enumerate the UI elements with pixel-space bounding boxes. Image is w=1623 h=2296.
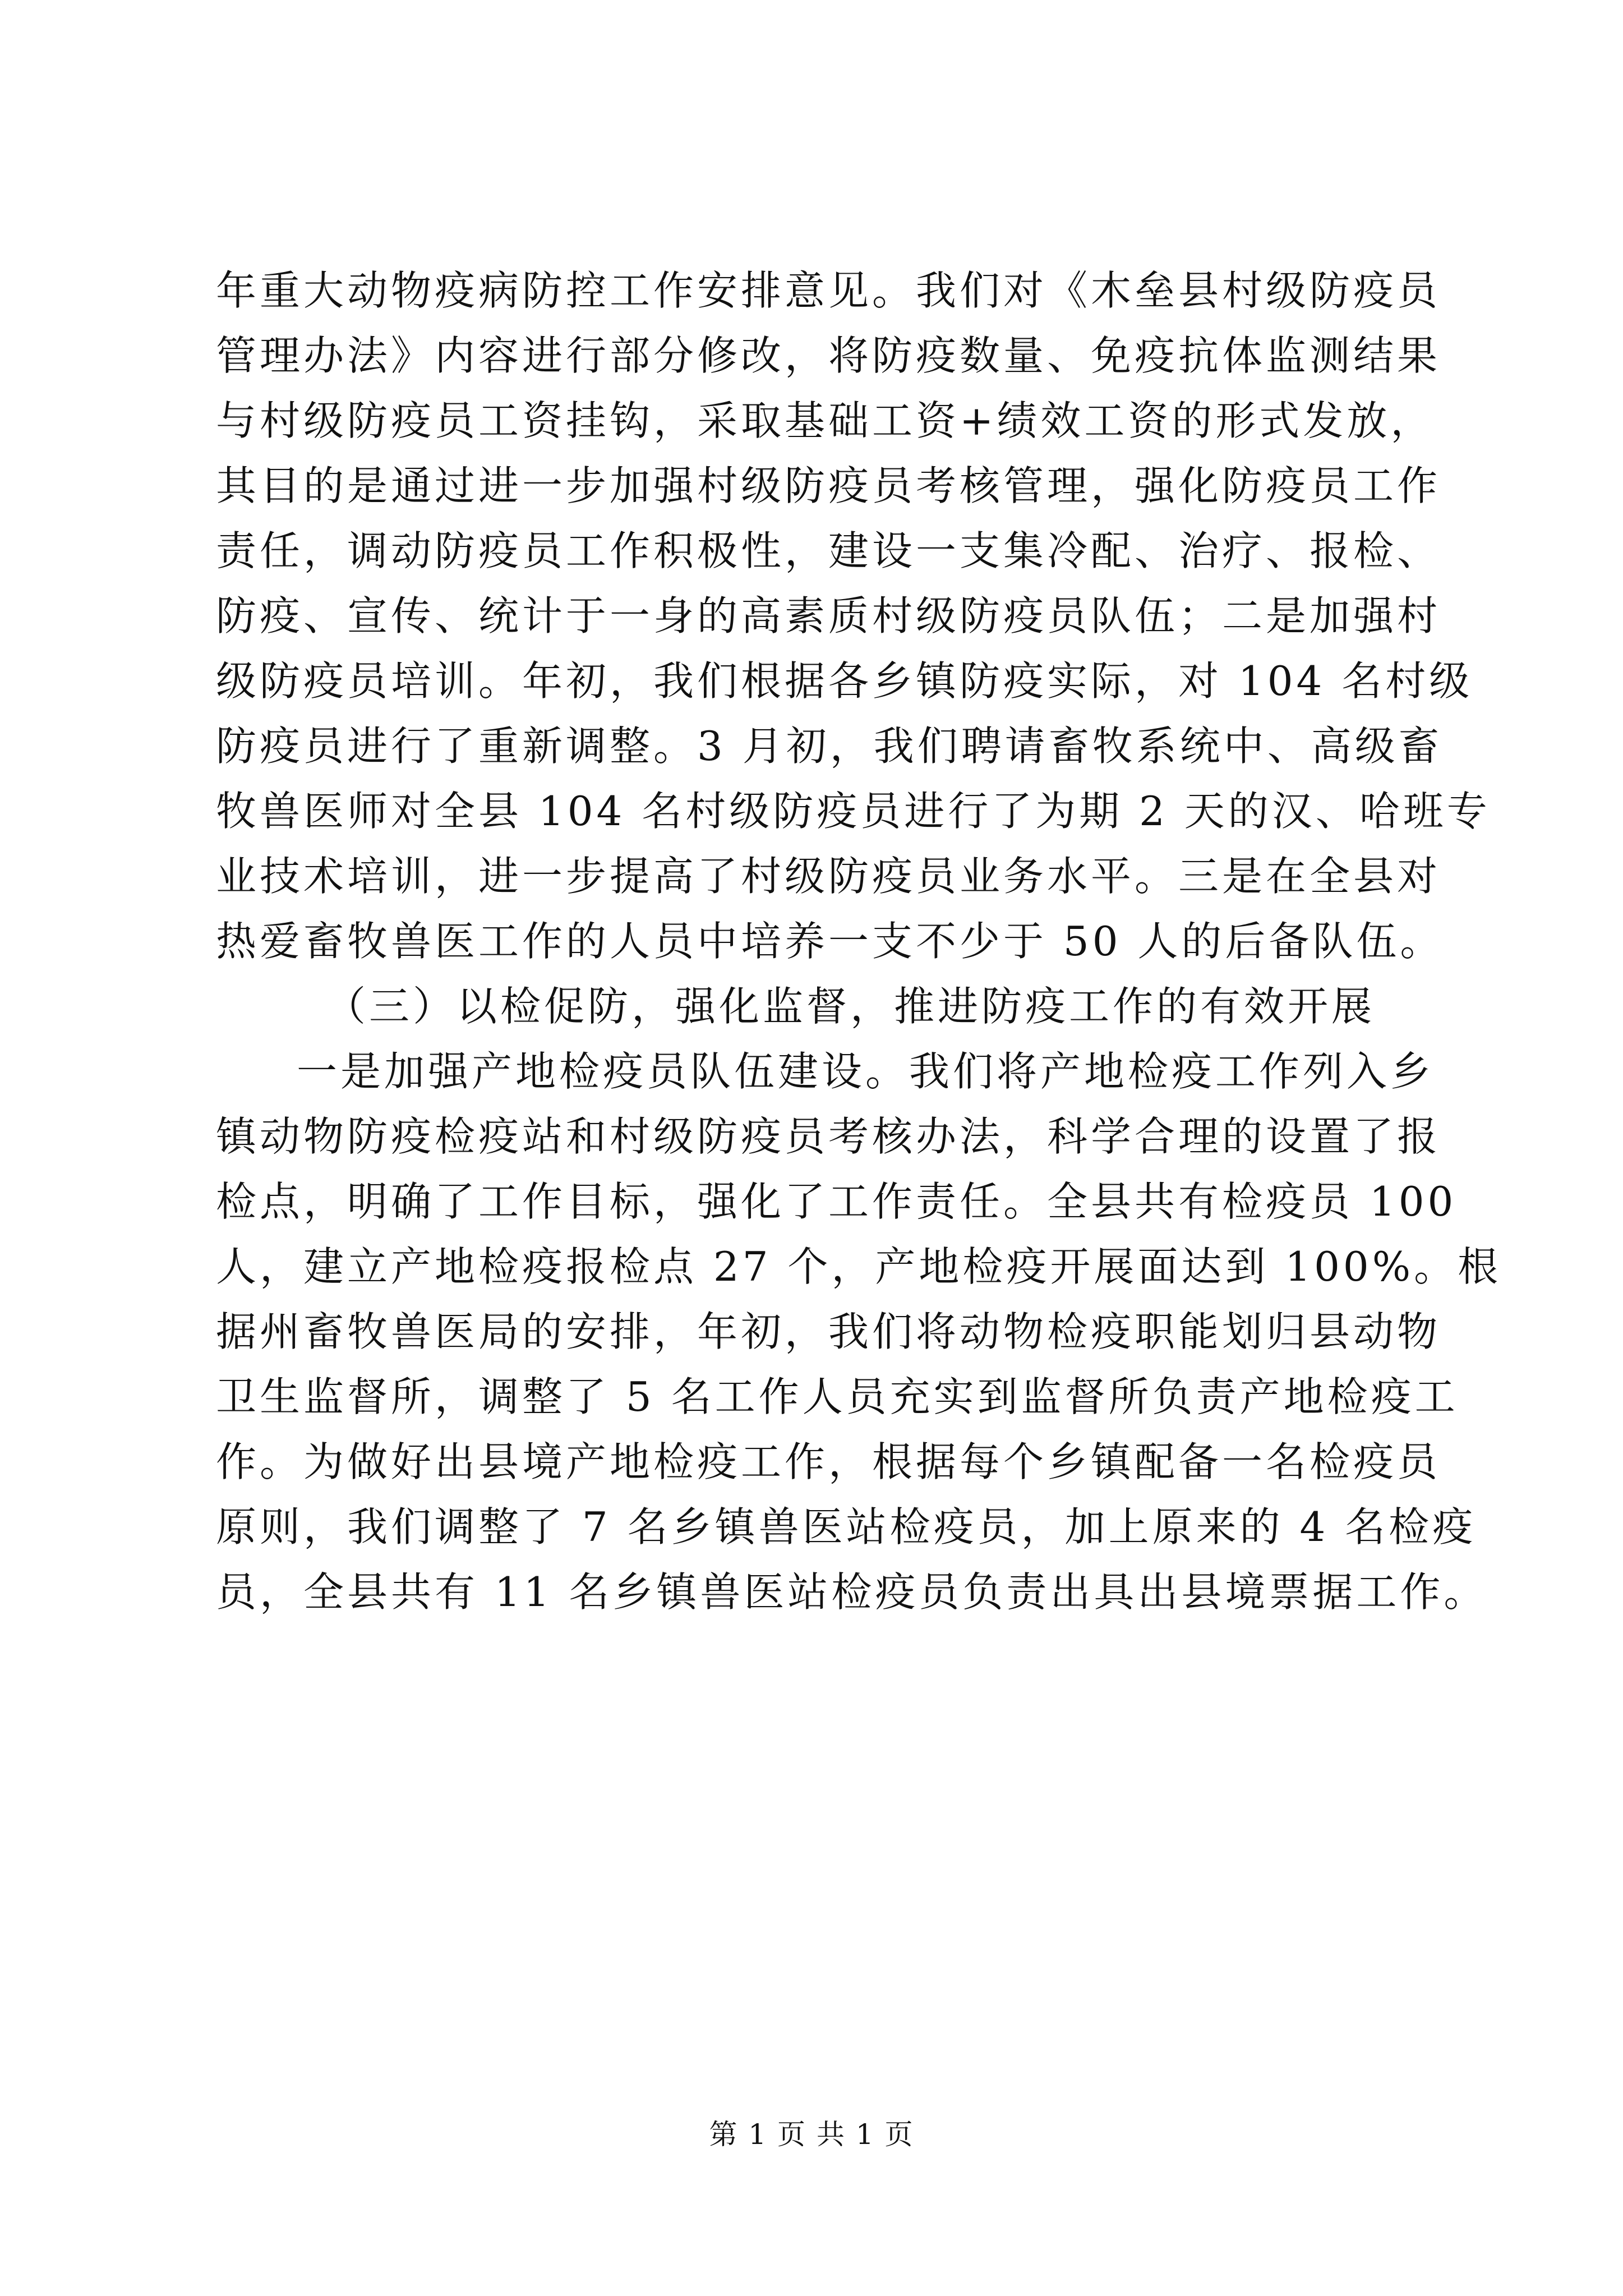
paragraph-line: 原则，我们调整了 7 名乡镇兽医站检疫员，加上原来的 4 名检疫 [216,1503,1477,1550]
paragraph-line: 镇动物防疫检疫站和村级防疫员考核办法，科学合理的设置了报 [216,1113,1441,1160]
paragraph-line: 级防疫员培训。年初，我们根据各乡镇防疫实际，对 104 名村级 [216,657,1473,705]
paragraph-line: 与村级防疫员工资挂钩，采取基础工资+绩效工资的形式发放， [216,397,1435,444]
page-number-footer: 第 1 页 共 1 页 [709,2118,914,2151]
paragraph-line: 防疫、宣传、统计于一身的高素质村级防疫员队伍；二是加强村 [216,592,1441,639]
paragraph-line: 作。为做好出县境产地检疫工作，根据每个乡镇配备一名检疫员 [216,1438,1441,1485]
paragraph-line: 员，全县共有 11 名乡镇兽医站检疫员负责出具出县境票据工作。 [216,1568,1488,1616]
paragraph-line: 检点，明确了工作目标，强化了工作责任。全县共有检疫员 100 [216,1178,1457,1225]
paragraph-line: 人，建立产地检疫报检点 27 个，产地检疫开展面达到 100%。根 [216,1243,1502,1290]
paragraph-line: 管理办法》内容进行部分修改，将防疫数量、免疫抗体监测结果 [216,332,1441,379]
body-text [216,263,1502,1629]
paragraph-line: 卫生监督所，调整了 5 名工作人员充实到监督所负责产地检疫工 [216,1373,1459,1420]
paragraph-line: 责任，调动防疫员工作积极性，建设一支集冷配、治疗、报检、 [216,527,1441,574]
paragraph-line: 年重大动物疫病防控工作安排意见。我们对《木垒县村级防疫员 [216,267,1441,314]
paragraph-line: 牧兽医师对全县 104 名村级防疫员进行了为期 2 天的汉、哈班专 [216,788,1491,835]
paragraph-line: 热爱畜牧兽医工作的人员中培养一支不少于 50 人的后备队伍。 [216,918,1444,965]
paragraph-line: 业技术培训，进一步提高了村级防疫员业务水平。三是在全县对 [216,853,1441,900]
paragraph-line: 其目的是通过进一步加强村级防疫员考核管理，强化防疫员工作 [216,462,1441,509]
section-heading: （三）以检促防，强化监督，推进防疫工作的有效开展 [325,983,1376,1030]
paragraph-line: 据州畜牧兽医局的安排，年初，我们将动物检疫职能划归县动物 [216,1308,1441,1355]
paragraph-line: 防疫员进行了重新调整。3 月初，我们聘请畜牧系统中、高级畜 [216,723,1442,770]
paragraph-line: 一是加强产地检疫员队伍建设。我们将产地检疫工作列入乡 [297,1048,1435,1095]
